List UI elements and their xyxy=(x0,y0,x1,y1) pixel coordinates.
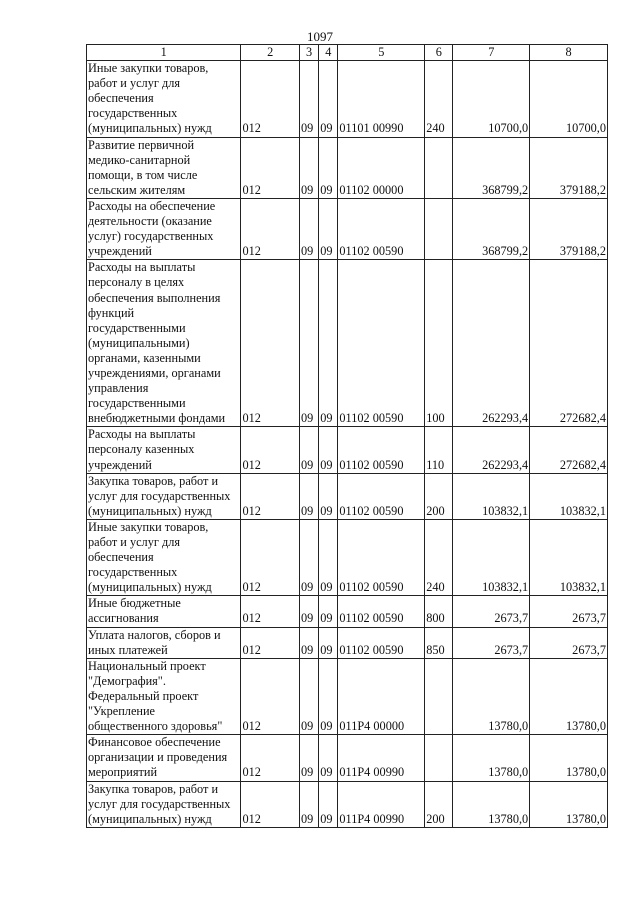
table-row xyxy=(87,519,608,595)
column-header: 5 xyxy=(338,45,425,61)
row-name-cell: Развитие первичной медико-санитарной помощи, в том числе сельским жителям xyxy=(87,137,241,198)
cell-code-2: 012 xyxy=(241,198,300,259)
cell-code-4: 09 xyxy=(319,137,338,198)
row-name-cell: Закупка товаров, работ и услуг для государственных (муниципальных) нужд xyxy=(87,781,241,827)
cell-code-5: 01102 00590 xyxy=(338,627,425,658)
row-name-cell: Уплата налогов, сборов и иных платежей xyxy=(87,627,241,658)
cell-amount-8: 379188,2 xyxy=(530,137,608,198)
cell-code-2: 012 xyxy=(241,781,300,827)
cell-amount-7: 262293,4 xyxy=(453,427,530,473)
cell-code-3: 09 xyxy=(300,61,319,137)
cell-amount-7: 262293,4 xyxy=(453,260,530,427)
cell-code-2: 012 xyxy=(241,137,300,198)
column-header: 6 xyxy=(425,45,453,61)
row-name-cell: Расходы на обеспечение деятельности (оказание услуг) государственных учреждений xyxy=(87,198,241,259)
cell-amount-8: 13780,0 xyxy=(530,658,608,734)
header-row xyxy=(87,45,608,61)
cell-code-3: 09 xyxy=(300,781,319,827)
column-header: 4 xyxy=(319,45,338,61)
table-row xyxy=(87,137,608,198)
cell-code-6 xyxy=(425,658,453,734)
cell-code-2: 012 xyxy=(241,596,300,627)
cell-code-2: 012 xyxy=(241,627,300,658)
cell-amount-8: 103832,1 xyxy=(530,473,608,519)
row-name-cell: Иные бюджетные ассигнования xyxy=(87,596,241,627)
cell-code-4: 09 xyxy=(319,427,338,473)
budget-table xyxy=(86,44,608,828)
cell-code-2: 012 xyxy=(241,658,300,734)
table-row xyxy=(87,61,608,137)
cell-code-2: 012 xyxy=(241,735,300,781)
cell-code-3: 09 xyxy=(300,735,319,781)
cell-code-5: 011P4 00000 xyxy=(338,658,425,734)
cell-amount-7: 103832,1 xyxy=(453,473,530,519)
cell-code-3: 09 xyxy=(300,137,319,198)
cell-code-4: 09 xyxy=(319,781,338,827)
table-row xyxy=(87,473,608,519)
cell-code-6: 800 xyxy=(425,596,453,627)
cell-code-6 xyxy=(425,198,453,259)
cell-code-3: 09 xyxy=(300,260,319,427)
cell-code-2: 012 xyxy=(241,61,300,137)
cell-amount-7: 10700,0 xyxy=(453,61,530,137)
cell-code-4: 09 xyxy=(319,658,338,734)
cell-code-2: 012 xyxy=(241,473,300,519)
table-row xyxy=(87,658,608,734)
cell-amount-7: 368799,2 xyxy=(453,198,530,259)
cell-code-2: 012 xyxy=(241,260,300,427)
cell-code-6 xyxy=(425,137,453,198)
row-name-cell: Расходы на выплаты персоналу казенных учреждений xyxy=(87,427,241,473)
row-name-cell: Национальный проект "Демография". Федеральный проект "Укрепление общественного здоровья" xyxy=(87,658,241,734)
cell-code-3: 09 xyxy=(300,427,319,473)
table-row xyxy=(87,627,608,658)
cell-code-3: 09 xyxy=(300,627,319,658)
table-row xyxy=(87,427,608,473)
cell-code-4: 09 xyxy=(319,198,338,259)
cell-code-4: 09 xyxy=(319,519,338,595)
cell-code-4: 09 xyxy=(319,735,338,781)
row-name-cell: Иные закупки товаров, работ и услуг для обеспечения государственных (муниципальных) нужд xyxy=(87,519,241,595)
cell-code-2: 012 xyxy=(241,519,300,595)
cell-code-5: 011P4 00990 xyxy=(338,781,425,827)
cell-amount-7: 368799,2 xyxy=(453,137,530,198)
cell-code-3: 09 xyxy=(300,658,319,734)
cell-code-5: 011P4 00990 xyxy=(338,735,425,781)
cell-code-4: 09 xyxy=(319,627,338,658)
cell-amount-8: 379188,2 xyxy=(530,198,608,259)
cell-code-3: 09 xyxy=(300,519,319,595)
column-header: 7 xyxy=(453,45,530,61)
cell-amount-7: 13780,0 xyxy=(453,735,530,781)
cell-amount-7: 2673,7 xyxy=(453,627,530,658)
cell-code-5: 01102 00590 xyxy=(338,260,425,427)
column-header: 2 xyxy=(241,45,300,61)
row-name-cell: Закупка товаров, работ и услуг для государственных (муниципальных) нужд xyxy=(87,473,241,519)
cell-code-6: 240 xyxy=(425,61,453,137)
table-row xyxy=(87,781,608,827)
column-header: 8 xyxy=(530,45,608,61)
column-header: 1 xyxy=(87,45,241,61)
cell-code-3: 09 xyxy=(300,198,319,259)
cell-amount-8: 272682,4 xyxy=(530,260,608,427)
cell-amount-8: 10700,0 xyxy=(530,61,608,137)
cell-amount-7: 13780,0 xyxy=(453,781,530,827)
cell-code-6: 200 xyxy=(425,781,453,827)
cell-code-6: 100 xyxy=(425,260,453,427)
cell-code-6: 200 xyxy=(425,473,453,519)
table-row xyxy=(87,596,608,627)
cell-code-4: 09 xyxy=(319,61,338,137)
row-name-cell: Иные закупки товаров, работ и услуг для обеспечения государственных (муниципальных) нужд xyxy=(87,61,241,137)
table-row xyxy=(87,260,608,427)
cell-amount-7: 103832,1 xyxy=(453,519,530,595)
column-header: 3 xyxy=(300,45,319,61)
cell-code-5: 01102 00590 xyxy=(338,519,425,595)
table-row xyxy=(87,198,608,259)
cell-code-5: 01102 00590 xyxy=(338,473,425,519)
cell-amount-8: 2673,7 xyxy=(530,596,608,627)
cell-amount-8: 103832,1 xyxy=(530,519,608,595)
cell-code-5: 01101 00990 xyxy=(338,61,425,137)
cell-amount-7: 2673,7 xyxy=(453,596,530,627)
cell-code-5: 01102 00000 xyxy=(338,137,425,198)
cell-code-6: 240 xyxy=(425,519,453,595)
cell-code-3: 09 xyxy=(300,596,319,627)
cell-amount-8: 272682,4 xyxy=(530,427,608,473)
row-name-cell: Расходы на выплаты персоналу в целях обеспечения выполнения функций государственными (муниципальными) органами, казенными учреждениями, органами управления государственными внебюджетными фондами xyxy=(87,260,241,427)
cell-code-4: 09 xyxy=(319,596,338,627)
cell-code-6: 850 xyxy=(425,627,453,658)
cell-code-6: 110 xyxy=(425,427,453,473)
table-row xyxy=(87,735,608,781)
cell-amount-8: 2673,7 xyxy=(530,627,608,658)
row-name-cell: Финансовое обеспечение организации и проведения мероприятий xyxy=(87,735,241,781)
cell-code-4: 09 xyxy=(319,473,338,519)
cell-amount-8: 13780,0 xyxy=(530,735,608,781)
cell-code-3: 09 xyxy=(300,473,319,519)
cell-amount-8: 13780,0 xyxy=(530,781,608,827)
cell-amount-7: 13780,0 xyxy=(453,658,530,734)
cell-code-5: 01102 00590 xyxy=(338,427,425,473)
table-body xyxy=(87,61,608,828)
cell-code-5: 01102 00590 xyxy=(338,596,425,627)
cell-code-5: 01102 00590 xyxy=(338,198,425,259)
cell-code-6 xyxy=(425,735,453,781)
cell-code-2: 012 xyxy=(241,427,300,473)
page-number: 1097 xyxy=(307,29,333,44)
cell-code-4: 09 xyxy=(319,260,338,427)
